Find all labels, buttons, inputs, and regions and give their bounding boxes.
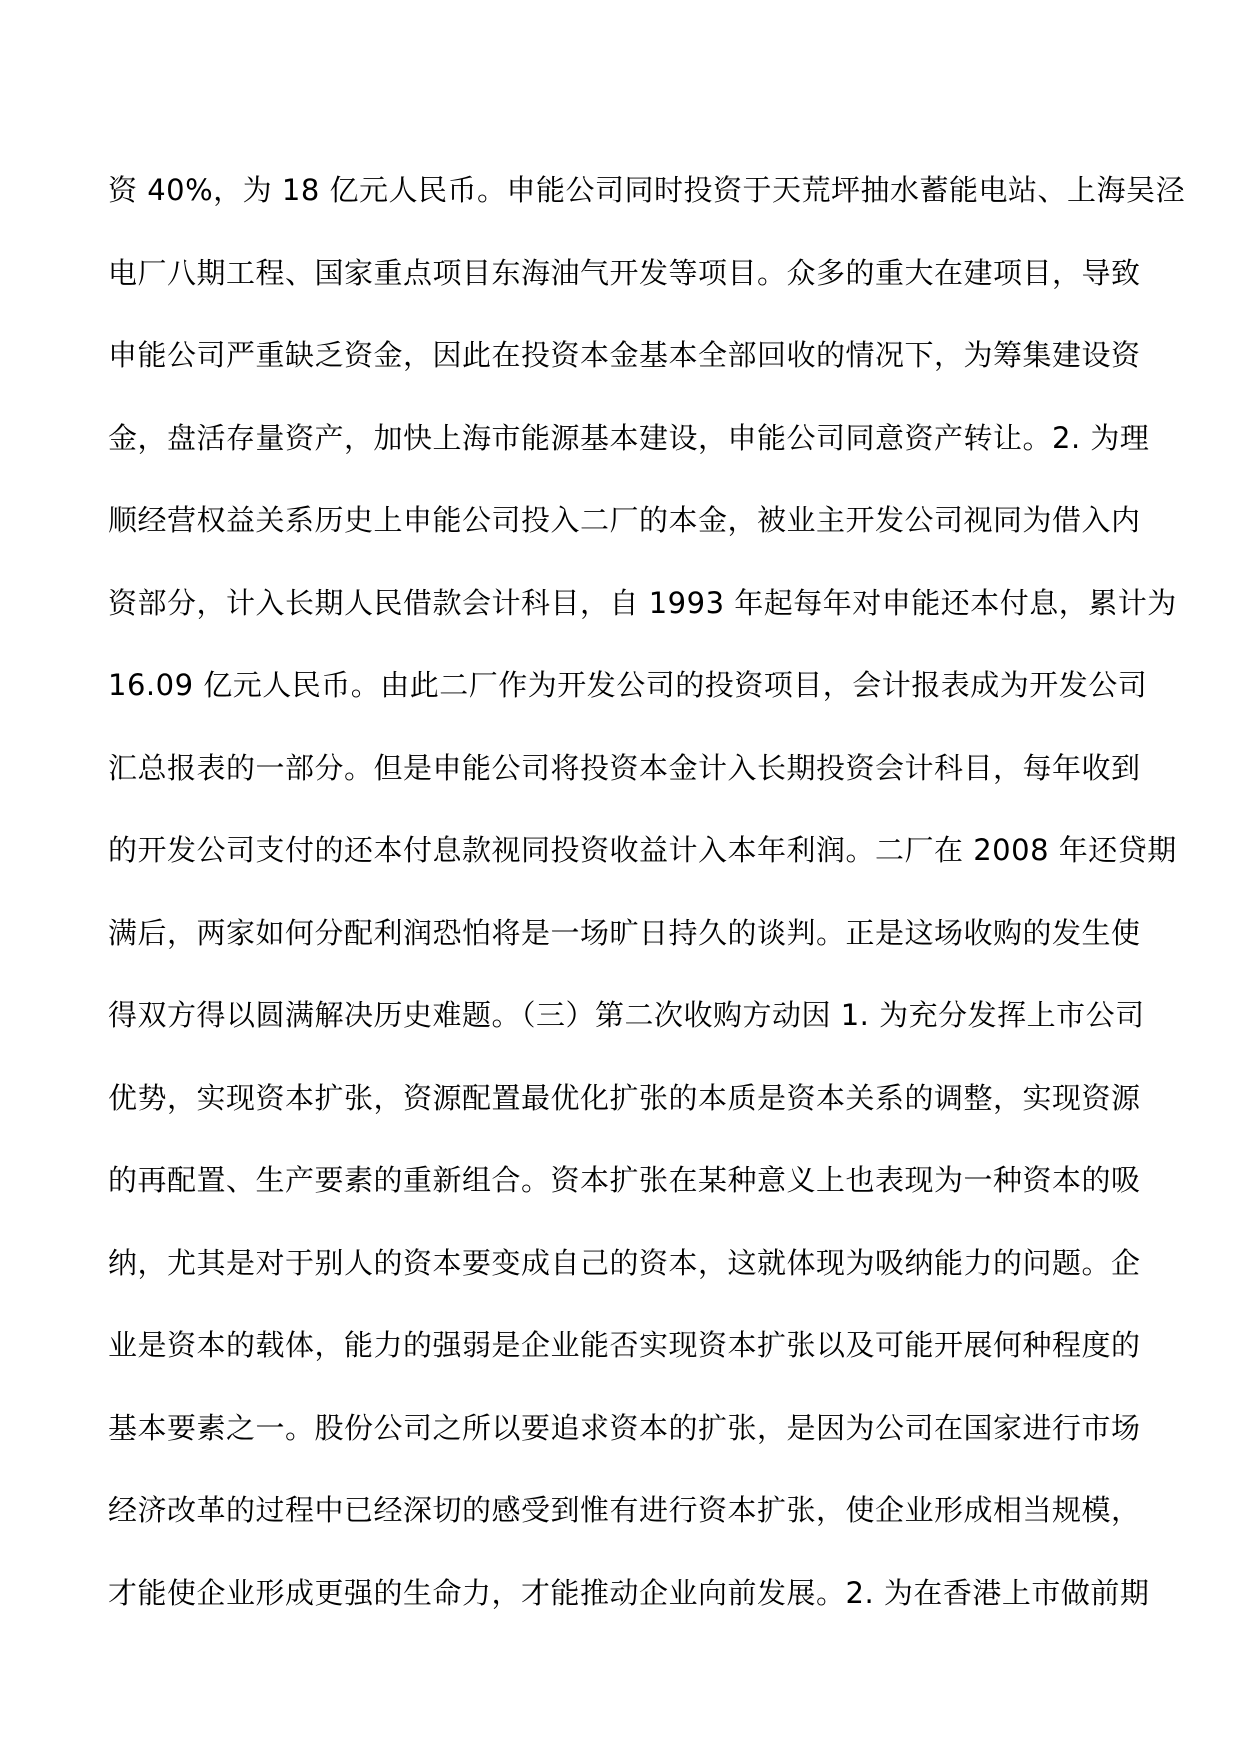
text-line: 才能使企业形成更强的生命力，才能推动企业向前发展。2. 为在香港上市做前期 xyxy=(108,1575,1150,1610)
text-line: 金，盘活存量资产，加快上海市能源基本建设，申能公司同意资产转让。2. 为理 xyxy=(108,420,1150,455)
text-line: 的开发公司支付的还本付息款视同投资收益计入本年利润。二厂在 2008 年还贷期 xyxy=(108,833,1177,867)
body-text xyxy=(108,160,1186,1645)
text-line: 汇总报表的一部分。但是申能公司将投资本金计入长期投资会计科目，每年收到 xyxy=(108,750,1141,785)
text-line: 资部分，计入长期人民借款会计科目，自 1993 年起每年对申能还本付息，累计为 xyxy=(108,585,1177,620)
text-line: 的再配置、生产要素的重新组合。资本扩张在某种意义上也表现为一种资本的吸 xyxy=(108,1163,1141,1197)
text-line: 16.09 亿元人民币。由此二厂作为开发公司的投资项目，会计报表成为开发公司 xyxy=(108,668,1148,702)
text-line: 得双方得以圆满解决历史难题。（三）第二次收购方动因 1. 为充分发挥上市公司 xyxy=(108,998,1145,1032)
text-line: 顺经营权益关系历史上申能公司投入二厂的本金，被业主开发公司视同为借入内 xyxy=(108,503,1141,537)
text-line: 基本要素之一。股份公司之所以要追求资本的扩张，是因为公司在国家进行市场 xyxy=(108,1410,1141,1445)
text-line: 业是资本的载体，能力的强弱是企业能否实现资本扩张以及可能开展何种程度的 xyxy=(108,1328,1141,1362)
text-line: 优势，实现资本扩张，资源配置最优化扩张的本质是资本关系的调整，实现资源 xyxy=(108,1080,1141,1115)
text-line: 电厂八期工程、国家重点项目东海油气开发等项目。众多的重大在建项目，导致 xyxy=(108,255,1141,290)
text-line: 满后，两家如何分配利润恐怕将是一场旷日持久的谈判。正是这场收购的发生使 xyxy=(108,915,1141,950)
text-line: 申能公司严重缺乏资金，因此在投资本金基本全部回收的情况下，为筹集建设资 xyxy=(108,338,1141,372)
text-line: 资 40%，为 18 亿元人民币。申能公司同时投资于天荒坪抽水蓄能电站、上海吴泾 xyxy=(108,173,1186,207)
text-line: 纳，尤其是对于别人的资本要变成自己的资本，这就体现为吸纳能力的问题。企 xyxy=(108,1245,1141,1280)
text-line: 经济改革的过程中已经深切的感受到惟有进行资本扩张，使企业形成相当规模， xyxy=(108,1493,1141,1527)
